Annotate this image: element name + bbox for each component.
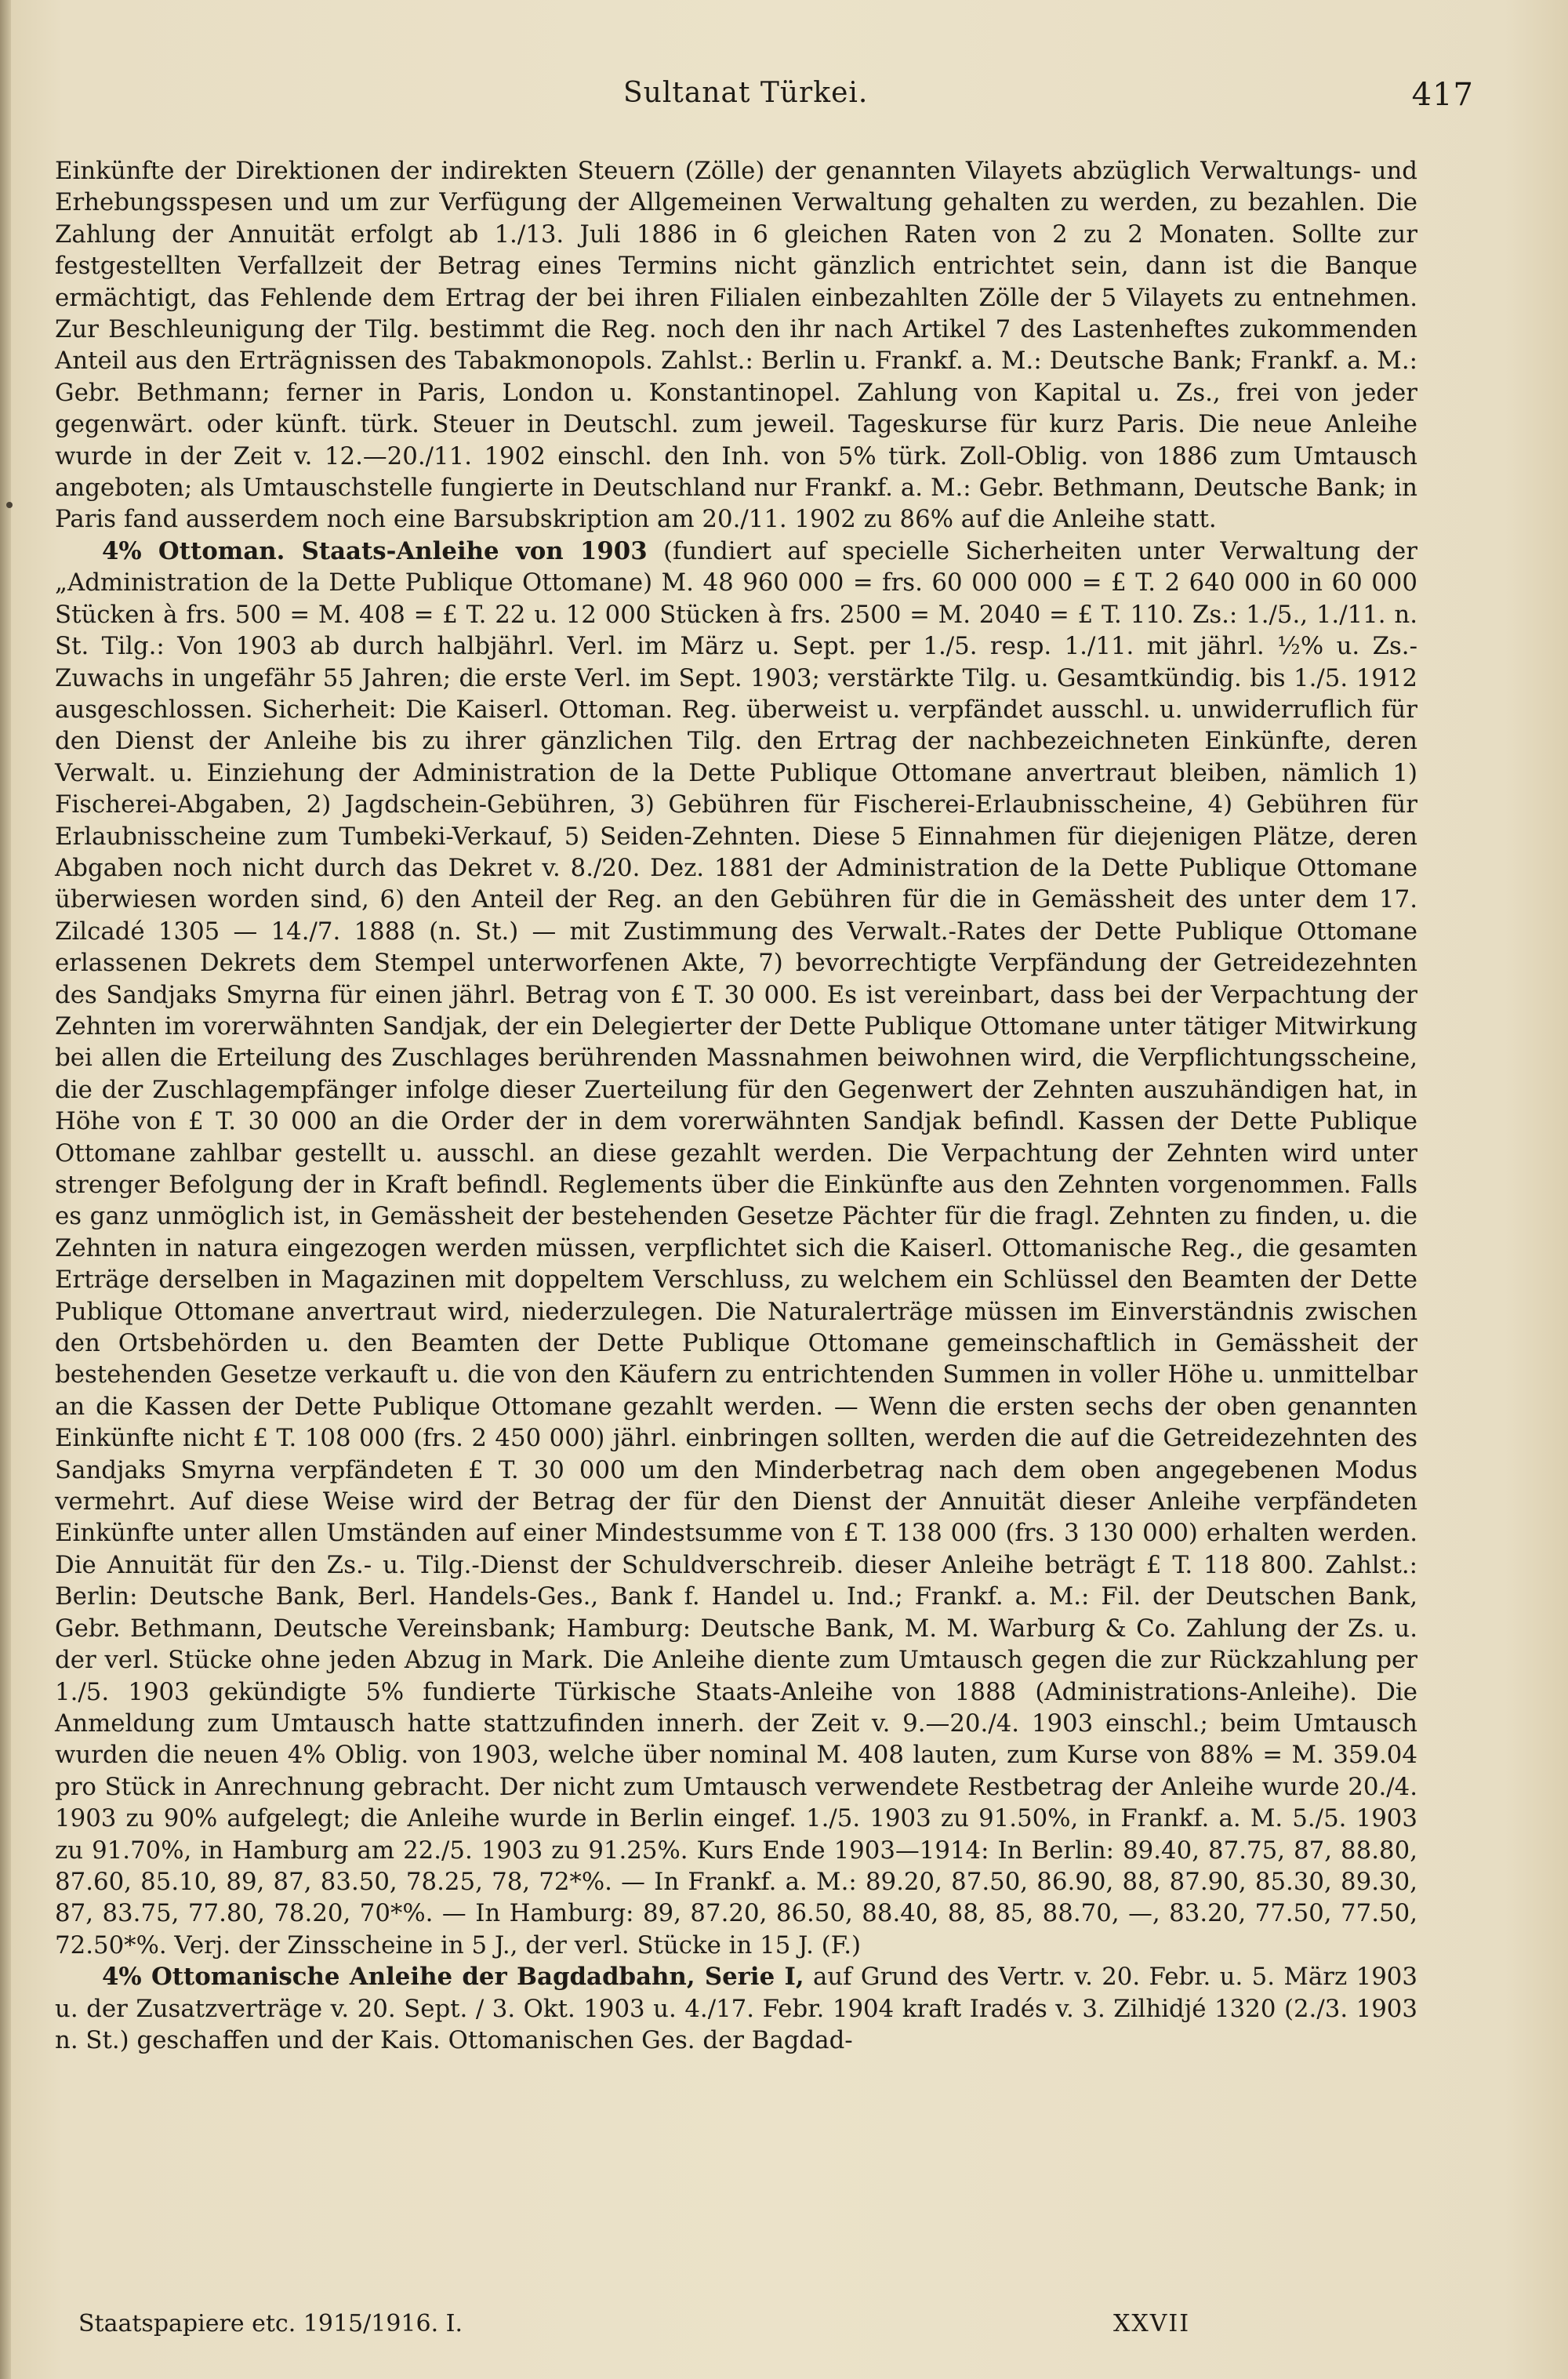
section-heading: 4% Ottoman. Staats-Anleihe von 1903 xyxy=(102,536,648,565)
paragraph-staats-anleihe-1903 xyxy=(55,536,1417,1961)
paragraph-text: Einkünfte der Direktionen der indirekten Steuern (Zölle) der genannten Vilayets abzüglich Verwaltungs- und Erhebungsspesen und um zur Verfügung der Allgemeinen Verwaltung gehalten zu werden, zu bezahlen. Die Zahlung der Annuität erfolgt ab 1./13. Juli 1886 in 6 gleichen Raten von 2 zu 2 Monaten. Sollte zur festgestellten Verfallzeit der Betrag eines Termins nicht gänzlich entrichtet sein, dann ist die Banque ermächtigt, das Fehlende dem Ertrag der bei ihren Filialen einbezahlten Zölle der 5 Vilayets zu entnehmen. Zur Beschleunigung der Tilg. bestimmt die Reg. noch den ihr nach Artikel 7 des Lastenheftes zukommenden Anteil aus den Erträgnissen des Tabakmonopols. Zahlst.: Berlin u. Frankf. a. M.: Deutsche Bank; Frankf. a. M.: Gebr. Bethmann; ferner in Paris, London u. Konstantinopel. Zahlung von Kapital u. Zs., frei von jeder gegenwärt. oder künft. türk. Steuer in Deutschl. zum jeweil. Tageskurse für kurz Paris. Die neue Anleihe wurde in der Zeit v. 12.—20./11. 1902 einschl. den Inh. von 5% türk. Zoll-Oblig. von 1886 zum Umtausch angeboten; als Umtauschstelle fungierte in Deutschland nur Frankf. a. M.: Gebr. Bethmann, Deutsche Bank; in Paris fand ausserdem noch eine Barsubskription am 20./11. 1902 zu 86% auf die Anleihe statt. xyxy=(55,157,1417,534)
footer-signature: XXVII xyxy=(1113,2310,1191,2337)
page-number: 417 xyxy=(1411,77,1474,113)
page-body xyxy=(55,155,1417,2056)
running-head xyxy=(0,77,1474,116)
paragraph-text: auf Grund des Vertr. v. 20. Febr. u. 5. März 1903 u. der Zusatzverträge v. 20. Sept. / 3. Okt. 1903 u. 4./17. Febr. 1904 kraft Iradés v. 3. Zilhidjé 1320 (2./3. 1903 n. St.) geschaffen und der Kais. Ottomanischen Ges. der Bagdad- xyxy=(55,1963,1417,2054)
page-spine-shadow xyxy=(0,0,11,2379)
footer-source: Staatspapiere etc. 1915/1916. I. xyxy=(78,2310,463,2337)
paragraph-text: (fundiert auf specielle Sicherheiten unter Verwaltung der „Administration de la Dette Publique Ottomane) M. 48 960 000 = frs. 60 000 000 = £ T. 2 640 000 in 60 000 Stücken à frs. 500 = M. 408 = £ T. 22 u. 12 000 Stücken à frs. 2500 = M. 2040 = £ T. 110. Zs.: 1./5., 1./11. n. St. Tilg.: Von 1903 ab durch halbjährl. Verl. im März u. Sept. per 1./5. resp. 1./11. mit jährl. ½% u. Zs.-Zuwachs in ungefähr 55 Jahren; die erste Verl. im Sept. 1903; verstärkte Tilg. u. Gesamtkündig. bis 1./5. 1912 ausgeschlossen. Sicherheit: Die Kaiserl. Ottoman. Reg. überweist u. verpfändet ausschl. u. unwiderruflich für den Dienst der Anleihe bis zu ihrer gänzlichen Tilg. den Ertrag der nachbezeichneten Einkünfte, deren Verwalt. u. Einziehung der Administration de la Dette Publique Ottomane anvertraut bleiben, nämlich 1) Fischerei-Abgaben, 2) Jagdschein-Gebühren, 3) Gebühren für Fischerei-Erlaubnisscheine, 4) Gebühren für Erlaubnisscheine zum Tumbeki-Verkauf, 5) Seiden-Zehnten. Diese 5 Einnahmen für diejenigen Plätze, deren Abgaben noch nicht durch das Dekret v. 8./20. Dez. 1881 der Administration de la Dette Publique Ottomane überwiesen worden sind, 6) den Anteil der Reg. an den Gebühren für die in Gemässheit des unter dem 17. Zilcadé 1305 — 14./7. 1888 (n. St.) — mit Zustimmung des Verwalt.-Rates der Dette Publique Ottomane erlassenen Dekrets dem Stempel unterworfenen Akte, 7) bevorrechtigte Verpfändung der Getreidezehnten des Sandjaks Smyrna für einen jährl. Betrag von £ T. 30 000. Es ist vereinbart, dass bei der Verpachtung der Zehnten im vorerwähnten Sandjak, der ein Delegierter der Dette Publique Ottomane unter tätiger Mitwirkung bei allen die Erteilung des Zuschlages berührenden Massnahmen beiwohnen wird, die Verpflichtungsscheine, die der Zuschlagempfänger infolge dieser Zuerteilung für den Gegenwert der Zehnten auszuhändigen hat, in Höhe von £ T. 30 000 an die Order der in dem vorerwähnten Sandjak befindl. Kassen der Dette Publique Ottomane zahlbar gestellt u. ausschl. an diese gezahlt werden. Die Verpachtung der Zehnten wird unter strenger Befolgung der in Kraft befindl. Reglements über die Einkünfte aus den Zehnten vorgenommen. Falls es ganz unmöglich ist, in Gemässheit der bestehenden Gesetze Pächter für die fragl. Zehnten zu finden, u. die Zehnten in natura eingezogen werden müssen, verpflichtet sich die Kaiserl. Ottomanische Reg., die gesamten Erträge derselben in Magazinen mit doppeltem Verschluss, zu welchem ein Schlüssel den Beamten der Dette Publique Ottomane anvertraut wird, niederzulegen. Die Naturalerträge müssen im Einverständnis zwischen den Ortsbehörden u. den Beamten der Dette Publique Ottomane gemeinschaftlich in Gemässheit der bestehenden Gesetze verkauft u. die von den Käufern zu entrichtenden Summen in voller Höhe u. unmittelbar an die Kassen der Dette Publique Ottomane gezahlt werden. — Wenn die ersten sechs der oben genannten Einkünfte nicht £ T. 108 000 (frs. 2 450 000) jährl. einbringen sollten, werden die auf die Getreidezehnten des Sandjaks Smyrna verpfändeten £ T. 30 000 um den Minderbetrag nach dem oben angegebenen Modus vermehrt. Auf diese Weise wird der Betrag der für den Dienst der Annuität dieser Anleihe verpfändeten Einkünfte unter allen Umständen auf einer Mindestsumme von £ T. 138 000 (frs. 3 130 000) erhalten werden. Die Annuität für den Zs.- u. Tilg.-Dienst der Schuldverschreib. dieser Anleihe beträgt £ T. 118 800. Zahlst.: Berlin: Deutsche Bank, Berl. Handels-Ges., Bank f. Handel u. Ind.; Frankf. a. M.: Fil. der Deutschen Bank, Gebr. Bethmann, Deutsche Vereinsbank; Hamburg: Deutsche Bank, M. M. Warburg & Co. Zahlung der Zs. u. der verl. Stücke ohne jeden Abzug in Mark. Die Anleihe diente zum Umtausch gegen die zur Rückzahlung per 1./5. 1903 gekündigte 5% fundierte Türkische Staats-Anleihe von 1888 (Administrations-Anleihe). Die Anmeldung zum Umtausch hatte stattzufinden innerh. der Zeit v. 9.—20./4. 1903 einschl.; beim Umtausch wurden die neuen 4% Oblig. von 1903, welche über nominal M. 408 lauten, zum Kurse von 88% = M. 359.04 pro Stück in Anrechnung gebracht. Der nicht zum Umtausch verwendete Restbetrag der Anleihe wurde 20./4. 1903 zu 90% aufgelegt; die Anleihe wurde in Berlin eingef. 1./5. 1903 zu 91.50%, in Frankf. a. M. 5./5. 1903 zu 91.70%, in Hamburg am 22./5. 1903 zu 91.25%. Kurs Ende 1903—1914: In Berlin: 89.40, 87.75, 87, 88.80, 87.60, 85.10, 89, 87, 83.50, 78.25, 78, 72*%. — In Frankf. a. M.: 89.20, 87.50, 86.90, 88, 87.90, 85.30, 89.30, 87, 83.75, 77.80, 78.20, 70*%. — In Hamburg: 89, 87.20, 86.50, 88.40, 88, 85, 88.70, —, 83.20, 77.50, 77.50, 72.50*%. Verj. der Zinsscheine in 5 J., der verl. Stücke in 15 J. (F.) xyxy=(55,536,1417,1959)
page-footer xyxy=(78,2310,1254,2344)
section-heading: 4% Ottomanische Anleihe der Bagdadbahn, Serie I, xyxy=(102,1963,804,1992)
paragraph-einkuenfte xyxy=(55,155,1417,536)
paragraph-bagdadbahn xyxy=(55,1961,1417,2056)
running-head-title: Sultanat Türkei. xyxy=(623,77,869,109)
margin-dot xyxy=(6,502,13,508)
